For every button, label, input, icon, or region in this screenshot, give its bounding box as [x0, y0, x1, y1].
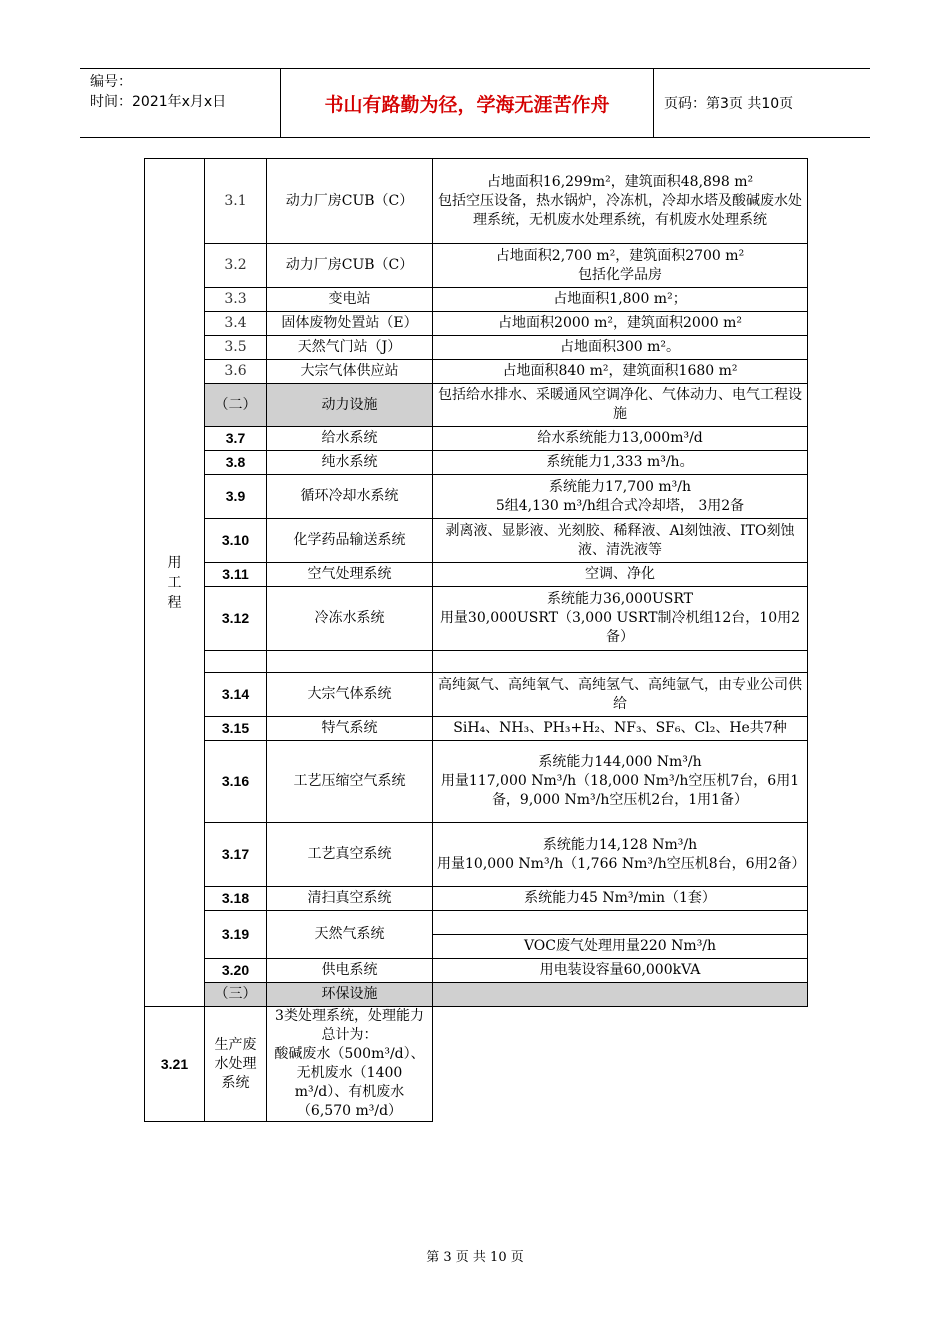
row-no: 3.9	[205, 475, 267, 519]
row-name	[267, 651, 433, 673]
table-row	[145, 741, 808, 823]
row-name: 清扫真空系统	[267, 887, 433, 911]
row-desc: 占地面积16,299m²，建筑面积48,898 m² 包括空压设备，热水锅炉，冷冻机，冷却水塔及酸碱废水处理系统，无机废水处理系统，有机废水处理系统	[433, 159, 808, 244]
row-name: 变电站	[267, 288, 433, 312]
row-no: 3.19	[205, 911, 267, 959]
row-name: 工艺真空系统	[267, 823, 433, 887]
row-desc: SiH₄、NH₃、PH₃+H₂、NF₃、SF₆、Cl₂、He共7种	[433, 717, 808, 741]
row-desc: 给水系统能力13,000m³/d	[433, 427, 808, 451]
table-row	[145, 475, 808, 519]
row-name: 动力厂房CUB（C）	[267, 159, 433, 244]
time-label: 时间：2021年x月x日	[90, 94, 227, 110]
row-desc: 占地面积2,700 m²，建筑面积2700 m² 包括化学品房	[433, 244, 808, 288]
table-row	[145, 673, 808, 717]
row-desc: 占地面积840 m²，建筑面积1680 m²	[433, 360, 808, 384]
section-no: （三）	[205, 983, 267, 1007]
page-header	[80, 68, 870, 138]
row-desc: 占地面积2000 m²，建筑面积2000 m²	[433, 312, 808, 336]
table-row	[145, 451, 808, 475]
section-row	[145, 384, 808, 427]
table-row	[145, 244, 808, 288]
row-name: 空气处理系统	[267, 563, 433, 587]
row-desc: 系统能力36,000USRT 用量30,000USRT（3,000 USRT制冷机组12台，10用2备）	[433, 587, 808, 651]
row-name: 固体废物处置站（E）	[267, 312, 433, 336]
row-no: 3.18	[205, 887, 267, 911]
row-desc: 系统能力17,700 m³/h 5组4,130 m³/h组合式冷却塔， 3用2备	[433, 475, 808, 519]
table-row	[145, 587, 808, 651]
row-no	[205, 651, 267, 673]
row-no: 3.3	[205, 288, 267, 312]
row-name: 化学药品输送系统	[267, 519, 433, 563]
category-label: 用 工 程	[167, 554, 182, 611]
header-motto: 书山有路勤为径，学海无涯苦作舟	[280, 69, 654, 137]
row-name: 特气系统	[267, 717, 433, 741]
row-no: 3.4	[205, 312, 267, 336]
row-desc: 剥离液、显影液、光刻胶、稀释液、Al刻蚀液、ITO刻蚀液、清洗液等	[433, 519, 808, 563]
table-row	[145, 1007, 808, 1122]
row-name: 给水系统	[267, 427, 433, 451]
table-row	[145, 288, 808, 312]
row-name: 大宗气体系统	[267, 673, 433, 717]
section-row	[145, 983, 808, 1007]
facility-table	[144, 158, 808, 1122]
row-desc	[433, 651, 808, 673]
table-row	[145, 427, 808, 451]
table-row	[145, 823, 808, 887]
row-no: 3.12	[205, 587, 267, 651]
row-no: 3.5	[205, 336, 267, 360]
table-row	[145, 911, 808, 935]
row-no: 3.7	[205, 427, 267, 451]
row-no: 3.11	[205, 563, 267, 587]
table-row	[145, 360, 808, 384]
row-name: 天然气门站（J）	[267, 336, 433, 360]
row-desc: 3类处理系统，处理能力总计为： 酸碱废水（500m³/d）、无机废水（1400 m³/d）、有机废水（6,570 m³/d）	[267, 1007, 433, 1122]
row-desc-secondary: VOC废气处理用量220 Nm³/h	[433, 935, 808, 959]
row-name: 冷冻水系统	[267, 587, 433, 651]
row-no: 3.21	[145, 1007, 205, 1122]
table-row	[145, 717, 808, 741]
row-name: 生产废水处理系统	[205, 1007, 267, 1122]
number-label: 编号：	[90, 74, 132, 90]
row-no: 3.8	[205, 451, 267, 475]
row-desc: 系统能力14,128 Nm³/h 用量10,000 Nm³/h（1,766 Nm³/h空压机8台，6用2备）	[433, 823, 808, 887]
page-footer: 第 3 页 共 10 页	[426, 1250, 524, 1265]
row-desc: 系统能力144,000 Nm³/h 用量117,000 Nm³/h（18,000 Nm³/h空压机7台，6用1备，9,000 Nm³/h空压机2台，1用1备）	[433, 741, 808, 823]
row-desc: 空调、净化	[433, 563, 808, 587]
section-desc	[433, 983, 808, 1007]
table-row	[145, 887, 808, 911]
row-desc	[433, 911, 808, 935]
category-cell	[145, 159, 205, 1007]
row-no: 3.10	[205, 519, 267, 563]
table-row	[145, 336, 808, 360]
row-desc: 占地面积1,800 m²；	[433, 288, 808, 312]
section-name: 动力设施	[267, 384, 433, 427]
section-desc: 包括给水排水、采暖通风空调净化、气体动力、电气工程设施	[433, 384, 808, 427]
row-desc: 系统能力1,333 m³/h。	[433, 451, 808, 475]
table-row	[145, 519, 808, 563]
row-no: 3.14	[205, 673, 267, 717]
row-no: 3.1	[205, 159, 267, 244]
table-row	[145, 651, 808, 673]
row-no: 3.15	[205, 717, 267, 741]
header-info	[80, 69, 280, 137]
row-no: 3.17	[205, 823, 267, 887]
row-desc: 系统能力45 Nm³/min（1套）	[433, 887, 808, 911]
row-name: 工艺压缩空气系统	[267, 741, 433, 823]
table-row	[145, 959, 808, 983]
row-desc: 用电装设容量60,000kVA	[433, 959, 808, 983]
row-name: 天然气系统	[267, 911, 433, 959]
row-name: 动力厂房CUB（C）	[267, 244, 433, 288]
header-page: 页码：第3页 共10页	[664, 96, 794, 112]
section-name: 环保设施	[267, 983, 433, 1007]
row-name: 供电系统	[267, 959, 433, 983]
row-name: 大宗气体供应站	[267, 360, 433, 384]
table-row	[145, 563, 808, 587]
row-no: 3.16	[205, 741, 267, 823]
section-no: （二）	[205, 384, 267, 427]
row-name: 纯水系统	[267, 451, 433, 475]
row-no: 3.2	[205, 244, 267, 288]
row-desc: 高纯氮气、高纯氧气、高纯氢气、高纯氩气，由专业公司供给	[433, 673, 808, 717]
row-name: 循环冷却水系统	[267, 475, 433, 519]
row-no: 3.6	[205, 360, 267, 384]
row-desc: 占地面积300 m²。	[433, 336, 808, 360]
row-no: 3.20	[205, 959, 267, 983]
table-row	[145, 159, 808, 244]
table-row	[145, 312, 808, 336]
